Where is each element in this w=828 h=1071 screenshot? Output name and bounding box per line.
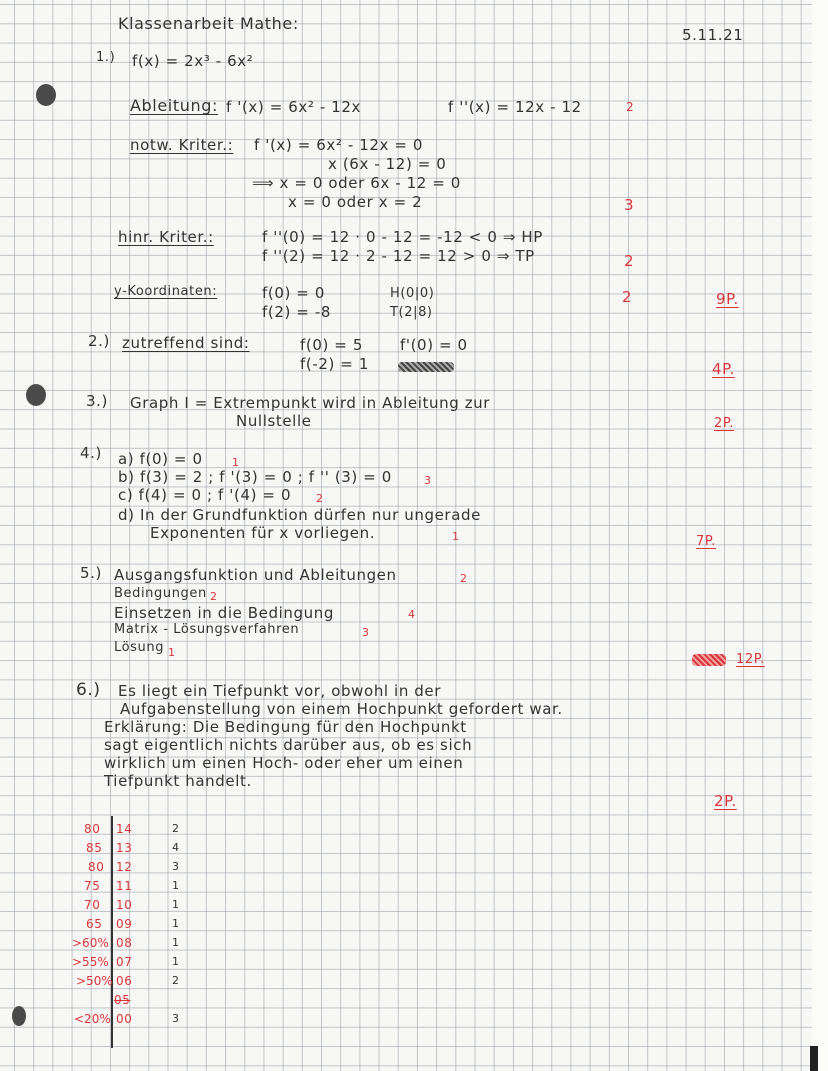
grade-np-crossed: 05 [114, 993, 131, 1007]
task-6-line-2: Aufgabenstellung von einem Hochpunkt gefordert war. [120, 700, 563, 718]
task-2-label: 2.) [88, 332, 110, 350]
grade-count: 4 [172, 841, 180, 854]
task-4-b: b) f(3) = 2 ; f '(3) = 0 ; f '' (3) = 0 [118, 468, 392, 486]
second-derivative: f ''(x) = 12x - 12 [448, 98, 582, 116]
task-5-total: 12P. [736, 652, 765, 667]
task-2-total: 4P. [712, 360, 735, 378]
task-4-a: a) f(0) = 0 [118, 450, 203, 468]
grade-np: 07 [116, 955, 133, 969]
task-6-line-1: Es liegt ein Tiefpunkt vor, obwohl in der [118, 682, 442, 700]
grade-np: 10 [116, 898, 133, 912]
grade-pct: 65 [86, 917, 103, 931]
task-5-line-4-points: 3 [362, 626, 370, 639]
grade-pct: 70 [84, 898, 101, 912]
task-5-line-4: Matrix - Lösungsverfahren [114, 622, 300, 637]
grade-np: 14 [116, 822, 133, 836]
task-2-col1-line2: f(-2) = 1 [300, 355, 369, 373]
grade-pct: >50% [76, 974, 113, 988]
grade-count: 3 [172, 860, 180, 873]
grade-np: 08 [116, 936, 133, 950]
punch-hole [26, 384, 46, 406]
punch-hole [36, 84, 56, 106]
notw-line-2: x (6x - 12) = 0 [328, 155, 447, 173]
task-1-label: 1.) [96, 50, 116, 65]
grade-count: 2 [172, 974, 180, 987]
grade-np: 00 [116, 1012, 133, 1026]
first-derivative: f '(x) = 6x² - 12x [226, 98, 362, 116]
grade-np: 06 [116, 974, 133, 988]
task-5-line-1-points: 2 [460, 572, 468, 585]
task-1-total: 9P. [716, 290, 739, 308]
grade-count: 1 [172, 917, 180, 930]
grade-count: 2 [172, 822, 180, 835]
task-1-function: f(x) = 2x³ - 6x² [132, 52, 254, 70]
grade-pct: >55% [72, 955, 109, 969]
grade-np: 11 [116, 879, 133, 893]
task-4-d-points: 1 [452, 530, 460, 543]
grade-count: 1 [172, 955, 180, 968]
task-4-a-points: 1 [232, 456, 240, 469]
task-3-line-2: Nullstelle [236, 412, 312, 430]
task-3-total: 2P. [714, 416, 735, 431]
notw-line-1: f '(x) = 6x² - 12x = 0 [254, 136, 424, 154]
grade-count: 1 [172, 936, 180, 949]
grade-count: 1 [172, 898, 180, 911]
hinr-line-2: f ''(2) = 12 · 2 - 12 = 12 > 0 ⇒ TP [262, 247, 535, 265]
ableitung-points: 2 [626, 100, 635, 114]
notw-line-3: ⟹ x = 0 oder 6x - 12 = 0 [252, 174, 461, 192]
task-4-b-points: 3 [424, 474, 432, 487]
task-3-label: 3.) [86, 392, 108, 410]
hinr-kriter-label: hinr. Kriter.: [118, 228, 214, 246]
task-5-label: 5.) [80, 564, 102, 582]
punch-hole [12, 1006, 26, 1026]
date: 5.11.21 [682, 26, 744, 44]
task-6-line-4: sagt eigentlich nichts darüber aus, ob es sich [104, 736, 473, 754]
task-5-line-3-points: 4 [408, 608, 416, 621]
notw-line-4: x = 0 oder x = 2 [288, 193, 423, 211]
task-2-col1-line1: f(0) = 5 [300, 336, 363, 354]
task-2-heading: zutreffend sind: [122, 334, 250, 352]
notw-points: 3 [624, 196, 635, 214]
task-6-line-6: Tiefpunkt handelt. [104, 772, 252, 790]
task-4-d-line-2: Exponenten für x vorliegen. [150, 524, 376, 542]
low-point: T(2|8) [390, 305, 433, 320]
task-3-line-1: Graph I = Extrempunkt wird in Ableitung zur [130, 394, 491, 412]
task-5-line-3: Einsetzen in die Bedingung [114, 604, 334, 622]
high-point: H(0|0) [390, 286, 435, 301]
task-4-d-line-1: d) In der Grundfunktion dürfen nur ungerade [118, 506, 481, 524]
y-line-1: f(0) = 0 [262, 284, 325, 302]
hinr-line-1: f ''(0) = 12 · 0 - 12 = -12 < 0 ⇒ HP [262, 228, 543, 246]
grade-pct: 85 [86, 841, 103, 855]
task-5-line-1: Ausgangsfunktion und Ableitungen [114, 566, 397, 584]
task-5-line-2-points: 2 [210, 590, 218, 603]
grade-pct: 80 [84, 822, 101, 836]
task-6-line-3: Erklärung: Die Bedingung für den Hochpunkt [104, 718, 467, 736]
task-4-label: 4.) [80, 444, 102, 462]
grade-pct: 80 [88, 860, 105, 874]
task-6-label: 6.) [76, 680, 101, 700]
task-2-col2-line1: f'(0) = 0 [400, 336, 468, 354]
grade-count: 1 [172, 879, 180, 892]
grade-pct: >60% [72, 936, 109, 950]
grade-count: 3 [172, 1012, 180, 1025]
hinr-points: 2 [624, 252, 635, 270]
task-4-total: 7P. [696, 534, 717, 549]
crossed-out-score [692, 654, 726, 666]
task-5-line-5: Lösung [114, 640, 165, 655]
grade-pct: <20% [74, 1012, 111, 1026]
y-points: 2 [622, 288, 633, 306]
page-right-margin [812, 0, 828, 1071]
task-6-line-5: wirklich um einen Hoch- oder eher um einen [104, 754, 464, 772]
page-title: Klassenarbeit Mathe: [118, 14, 299, 33]
grade-pct: 75 [84, 879, 101, 893]
crossed-out-text [398, 362, 454, 372]
y-line-2: f(2) = -8 [262, 303, 331, 321]
task-5-line-2: Bedingungen [114, 586, 207, 601]
task-4-c: c) f(4) = 0 ; f '(4) = 0 [118, 486, 292, 504]
table-divider [111, 816, 113, 1048]
grade-np: 13 [116, 841, 133, 855]
task-4-c-points: 2 [316, 492, 324, 505]
grade-np: 12 [116, 860, 133, 874]
page-edge-shadow [810, 1046, 818, 1071]
notw-kriter-label: notw. Kriter.: [130, 136, 234, 154]
task-5-line-5-points: 1 [168, 646, 176, 659]
ableitung-label: Ableitung: [130, 96, 218, 115]
y-koordinaten-label: y-Koordinaten: [114, 284, 218, 299]
task-6-total: 2P. [714, 792, 737, 810]
grade-np: 09 [116, 917, 133, 931]
